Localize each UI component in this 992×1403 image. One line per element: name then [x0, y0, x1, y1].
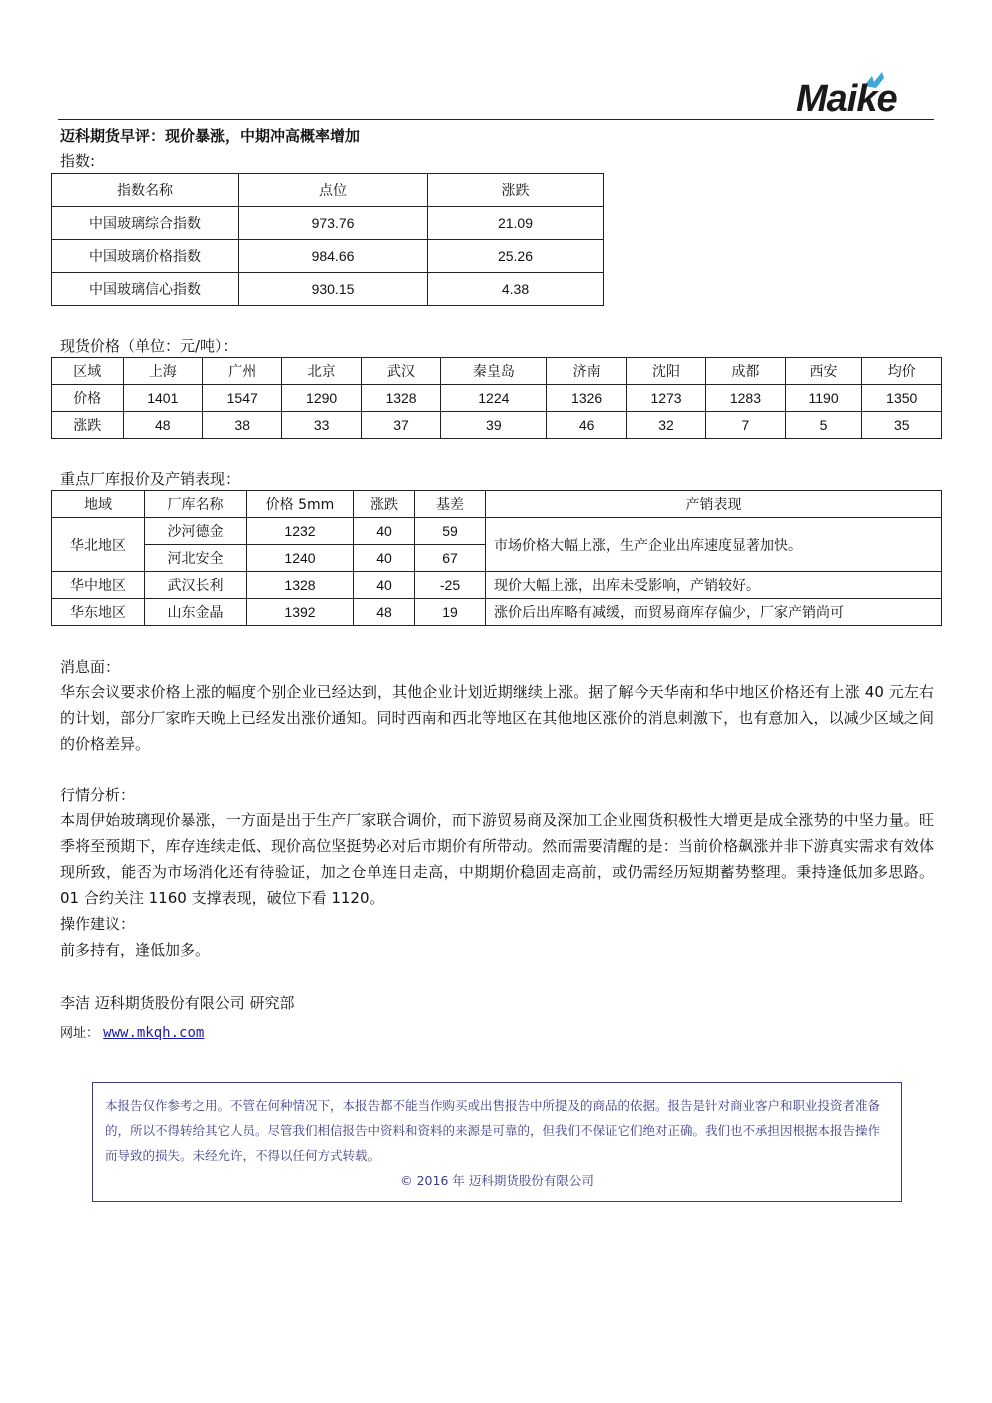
spot-cell: 1401 [123, 385, 202, 412]
spot-cell: 48 [123, 412, 202, 439]
author-line: 李洁 迈科期货股份有限公司 研究部 [60, 994, 295, 1012]
spot-cell: 32 [626, 412, 705, 439]
index-change: 25.26 [428, 240, 604, 273]
spot-cell: 涨跌 [52, 412, 124, 439]
index-points: 973.76 [239, 207, 428, 240]
basis-cell: -25 [415, 572, 486, 599]
spot-cell: 广州 [203, 358, 282, 385]
spot-cell: 1283 [706, 385, 785, 412]
table-row [52, 240, 604, 273]
table-row [52, 273, 604, 306]
index-points: 930.15 [239, 273, 428, 306]
spot-cell: 秦皇岛 [441, 358, 547, 385]
report-title: 迈科期货早评：现价暴涨，中期冲高概率增加 [60, 127, 361, 145]
change-cell: 40 [354, 572, 415, 599]
spot-cell: 7 [706, 412, 785, 439]
url-label: 网址： [60, 1026, 100, 1041]
spot-cell: 区域 [52, 358, 124, 385]
table-row [52, 207, 604, 240]
col-basis: 基差 [415, 491, 486, 518]
spot-cell: 5 [785, 412, 862, 439]
index-change: 21.09 [428, 207, 604, 240]
col-change: 涨跌 [354, 491, 415, 518]
change-cell: 40 [354, 518, 415, 545]
spot-cell: 1326 [547, 385, 626, 412]
spot-cell: 1190 [785, 385, 862, 412]
spot-cell: 沈阳 [626, 358, 705, 385]
factory-table [51, 490, 942, 626]
spot-cell: 上海 [123, 358, 202, 385]
col-price: 价格 5mm [247, 491, 354, 518]
spot-cell: 1273 [626, 385, 705, 412]
index-points: 984.66 [239, 240, 428, 273]
region-cell: 华中地区 [52, 572, 145, 599]
basis-cell: 67 [415, 545, 486, 572]
analysis-label: 行情分析： [60, 786, 136, 804]
index-name: 中国玻璃信心指数 [52, 273, 239, 306]
spot-cell: 38 [203, 412, 282, 439]
spot-cell: 37 [361, 412, 440, 439]
col-index-points: 点位 [239, 174, 428, 207]
region-cell: 华北地区 [52, 518, 145, 572]
change-cell: 48 [354, 599, 415, 626]
disclaimer-box [92, 1082, 902, 1202]
maike-logo [796, 72, 932, 118]
spot-cell: 武汉 [361, 358, 440, 385]
perf-cell: 涨价后出库略有减缓，而贸易商库存偏少，厂家产销尚可 [486, 599, 942, 626]
spot-cell: 35 [862, 412, 942, 439]
table-row [52, 412, 942, 439]
spot-cell: 北京 [282, 358, 361, 385]
plant-cell: 武汉长利 [145, 572, 247, 599]
news-label: 消息面： [60, 658, 121, 676]
spot-cell: 1547 [203, 385, 282, 412]
news-text: 华东会议要求价格上涨的幅度个别企业已经达到，其他企业计划近期继续上涨。据了解今天华南和华中地区价格还有上涨 40 元左右的计划，部分厂家昨天晚上已经发出涨价通知。同时西南和西北等地区在其他地区涨价的消息刺激下，也有意加入，以减少区域之间的价格差异。 [60, 683, 934, 753]
index-label: 指数: [60, 152, 96, 170]
col-perf: 产销表现 [486, 491, 942, 518]
price-cell: 1328 [247, 572, 354, 599]
spot-cell: 济南 [547, 358, 626, 385]
table-row [52, 358, 942, 385]
index-table [51, 173, 604, 306]
spot-cell: 1290 [282, 385, 361, 412]
perf-cell: 现价大幅上涨，出库未受影响，产销较好。 [486, 572, 942, 599]
table-row [52, 518, 942, 545]
spot-cell: 33 [282, 412, 361, 439]
region-cell: 华东地区 [52, 599, 145, 626]
table-header-row [52, 174, 604, 207]
spot-price-table [51, 357, 942, 439]
spot-cell: 均价 [862, 358, 942, 385]
change-cell: 40 [354, 545, 415, 572]
table-header-row [52, 491, 942, 518]
analysis-text: 本周伊始玻璃现价暴涨，一方面是出于生产厂家联合调价，而下游贸易商及深加工企业囤货积极性大增更是成全涨势的中坚力量。旺季将至预期下，库存连续走低、现价高位坚挺势必对后市期价有所带动。然而需要清醒的是：当前价格飙涨并非下游真实需求有效体现所致，能否为市场消化还有待验证，加之仓单连日走高，中期期价稳固走高前，或仍需经历短期蓄势整理。秉持逢低加多思路。01 合约关注 1160 支撑表现，破位下看 1120。 [60, 811, 934, 907]
spot-cell: 1350 [862, 385, 942, 412]
col-region: 地域 [52, 491, 145, 518]
table-row [52, 385, 942, 412]
spot-cell: 1224 [441, 385, 547, 412]
header-rule [58, 119, 934, 120]
index-name: 中国玻璃价格指数 [52, 240, 239, 273]
advice-text: 前多持有，逢低加多。 [60, 941, 211, 959]
spot-label: 现货价格（单位：元/吨）： [60, 337, 238, 355]
spot-cell: 1328 [361, 385, 440, 412]
plant-cell: 山东金晶 [145, 599, 247, 626]
price-cell: 1232 [247, 518, 354, 545]
url-line [60, 1022, 204, 1041]
basis-cell: 59 [415, 518, 486, 545]
spot-cell: 价格 [52, 385, 124, 412]
spot-cell: 西安 [785, 358, 862, 385]
price-cell: 1240 [247, 545, 354, 572]
price-cell: 1392 [247, 599, 354, 626]
index-change: 4.38 [428, 273, 604, 306]
table-row [52, 599, 942, 626]
advice-label: 操作建议： [60, 915, 136, 933]
plant-cell: 河北安全 [145, 545, 247, 572]
col-plant: 厂库名称 [145, 491, 247, 518]
col-index-name: 指数名称 [52, 174, 239, 207]
copyright-text: © 2016 年 迈科期货股份有限公司 [400, 1173, 594, 1188]
logo-text: Maike [796, 78, 897, 120]
spot-cell: 39 [441, 412, 547, 439]
disclaimer-text: 本报告仅作参考之用。不管在何种情况下，本报告都不能当作购买或出售报告中所提及的商品的依据。报告是针对商业客户和职业投资者准备的，所以不得转给其它人员。尽管我们相信报告中资料和资料的来源是可靠的，但我们不保证它们绝对正确。我们也不承担因根据本报告操作而导致的损失。未经允许，不得以任何方式转载。 [105, 1098, 881, 1163]
plant-cell: 沙河德金 [145, 518, 247, 545]
index-name: 中国玻璃综合指数 [52, 207, 239, 240]
website-link[interactable]: www.mkqh.com [103, 1025, 205, 1041]
col-index-change: 涨跌 [428, 174, 604, 207]
factory-label: 重点厂库报价及产销表现： [60, 470, 241, 488]
basis-cell: 19 [415, 599, 486, 626]
spot-cell: 46 [547, 412, 626, 439]
spot-cell: 成都 [706, 358, 785, 385]
perf-cell: 市场价格大幅上涨，生产企业出库速度显著加快。 [486, 518, 942, 572]
table-row [52, 572, 942, 599]
